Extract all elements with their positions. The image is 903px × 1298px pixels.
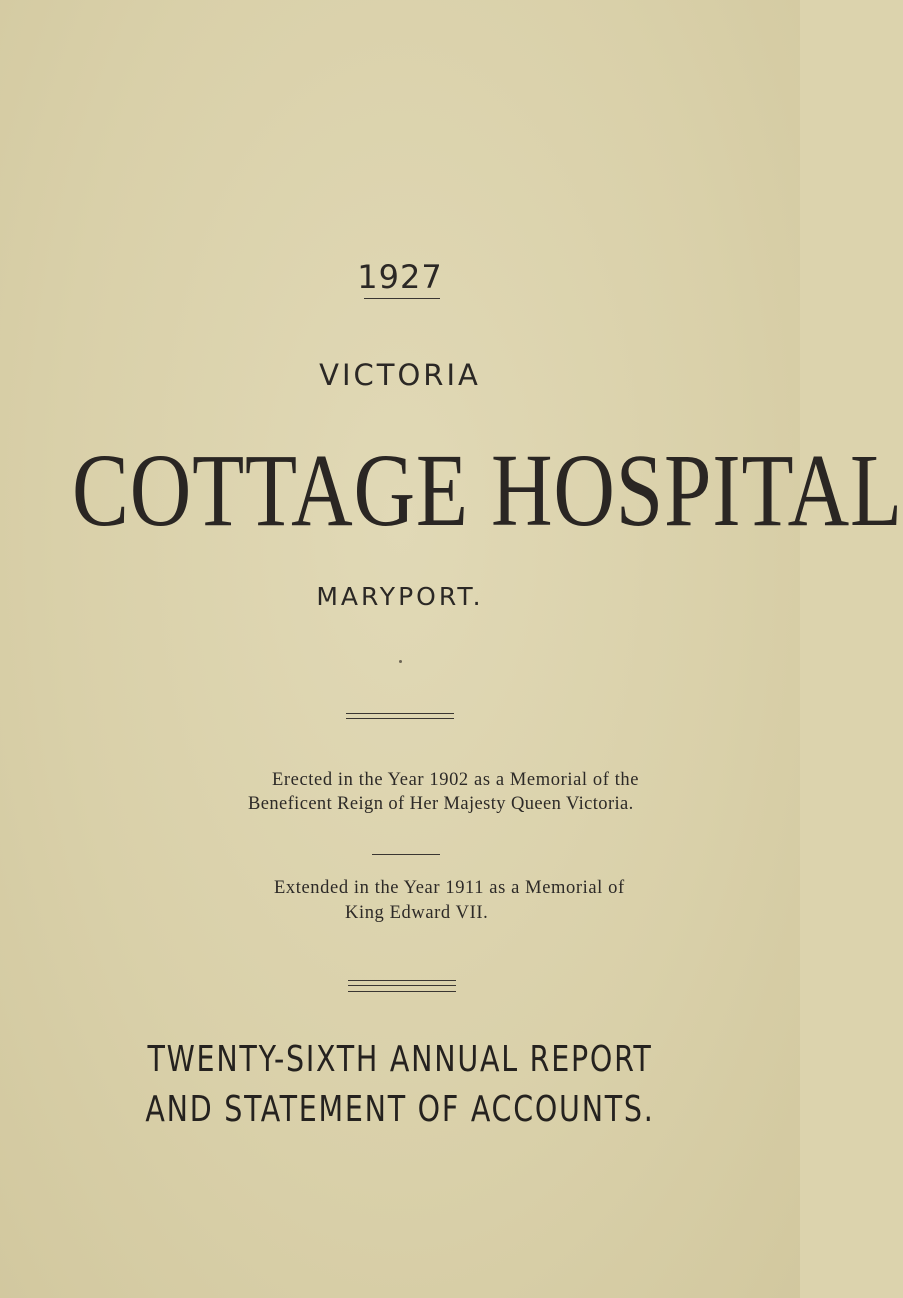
dedication-line1: Erected in the Year 1902 as a Memorial of the <box>272 770 640 790</box>
hospital-name-line1: VICTORIA <box>319 358 481 392</box>
double-rule-divider-bottom-extra <box>348 991 456 992</box>
double-rule-divider-top <box>346 713 454 719</box>
double-rule-divider-bottom <box>348 980 456 986</box>
report-title-line2: AND STATEMENT OF ACCOUNTS. <box>145 1089 655 1130</box>
hospital-name-line2: COTTAGE HOSPITAL <box>72 433 903 548</box>
section-divider <box>372 854 440 855</box>
extension-line2: King Edward VII. <box>345 903 489 923</box>
report-year: 1927 <box>357 258 443 296</box>
ink-speck <box>399 660 402 663</box>
year-underline <box>364 298 440 299</box>
hospital-location: MARYPORT. <box>316 582 484 611</box>
dedication-line2: Beneficent Reign of Her Majesty Queen Victoria. <box>248 794 634 814</box>
report-title-line1: TWENTY-SIXTH ANNUAL REPORT <box>147 1039 653 1080</box>
extension-line1: Extended in the Year 1911 as a Memorial of <box>274 878 625 898</box>
